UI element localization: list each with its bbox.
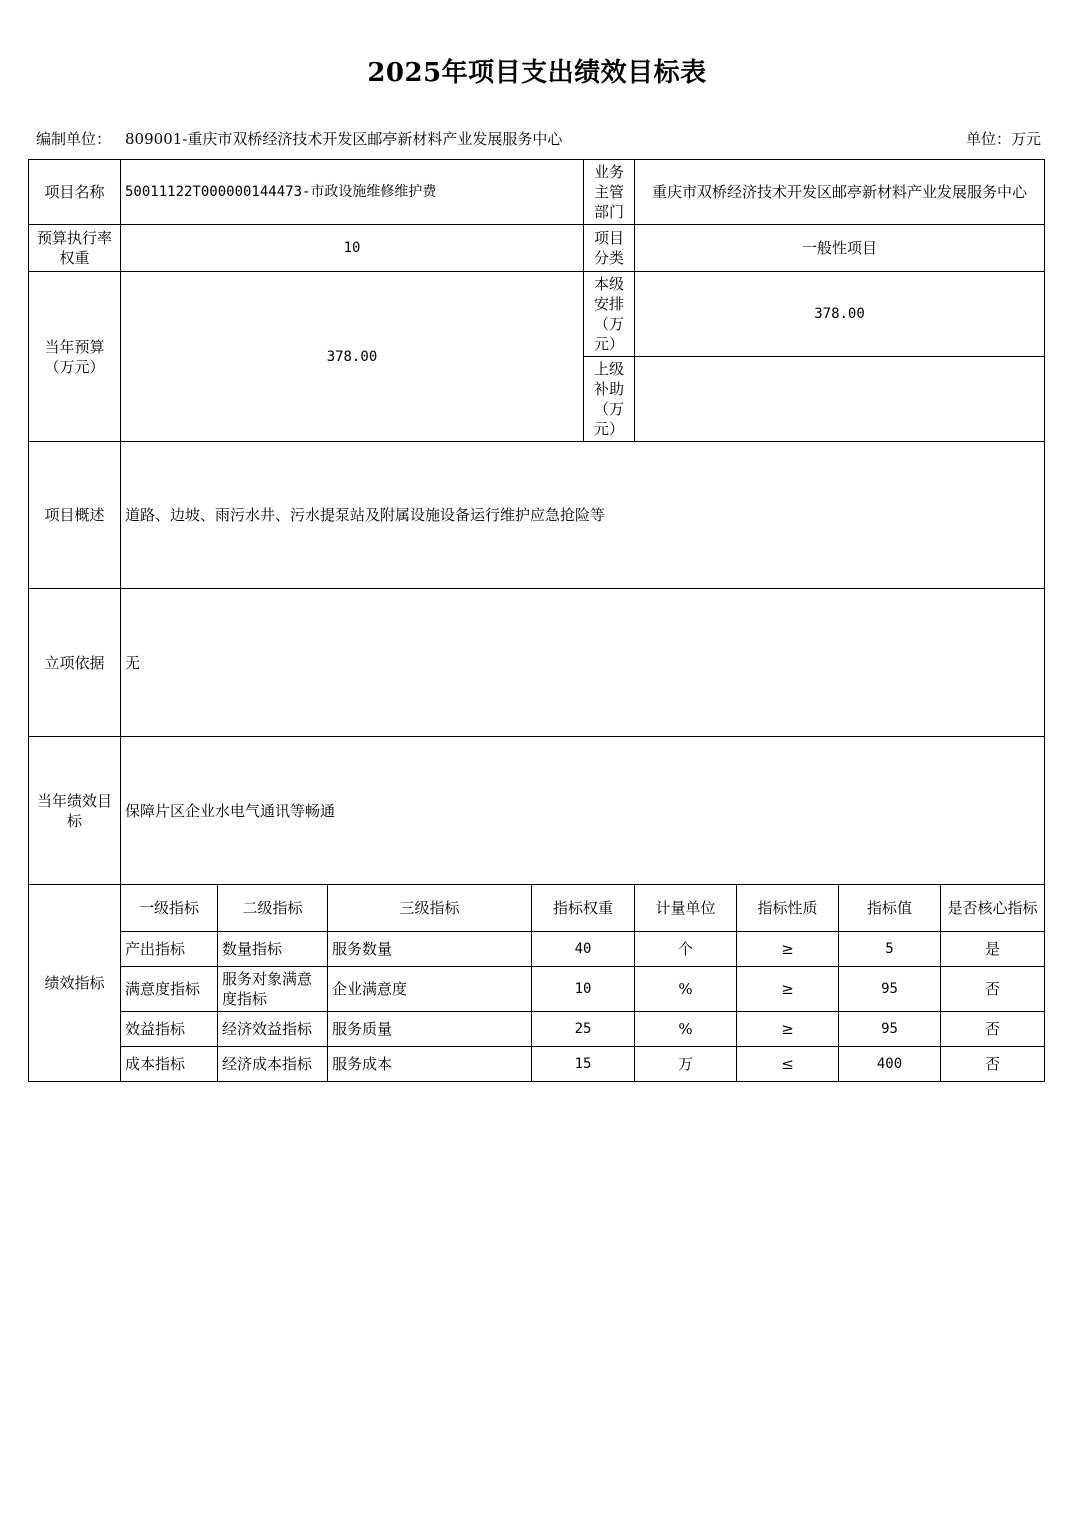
weight-cell: 40: [532, 932, 635, 967]
currency-unit: 单位：万元: [965, 130, 1041, 148]
core-cell: 否: [941, 1047, 1045, 1082]
upper-funding-label: 上级补助（万元）: [584, 357, 635, 442]
header-level2: 二级指标: [218, 885, 328, 932]
header-weight: 指标权重: [532, 885, 635, 932]
budget-value: 378.00: [121, 272, 584, 442]
level3-cell: 服务质量: [328, 1012, 532, 1047]
weight-label: 预算执行率权重: [29, 225, 121, 272]
row-project-name: [29, 160, 1045, 225]
row-overview: [29, 442, 1045, 589]
budget-label: 当年预算（万元）: [29, 272, 121, 442]
basis-value: 无: [121, 589, 1045, 737]
compiling-unit: [36, 128, 562, 149]
header-level3: 三级指标: [328, 885, 532, 932]
level1-cell: 成本指标: [121, 1047, 218, 1082]
level3-cell: 企业满意度: [328, 967, 532, 1012]
core-cell: 是: [941, 932, 1045, 967]
indicators-section-label: 绩效指标: [29, 885, 121, 1082]
category-label: 项目分类: [584, 225, 635, 272]
value-cell: 95: [839, 967, 941, 1012]
dept-value: 重庆市双桥经济技术开发区邮亭新材料产业发展服务中心: [635, 160, 1045, 225]
unit-cell: %: [635, 1012, 737, 1047]
level3-cell: 服务成本: [328, 1047, 532, 1082]
project-name-value: 50011122T000000144473-市政设施维修维护费: [121, 160, 584, 225]
weight-cell: 15: [532, 1047, 635, 1082]
nature-cell: ≥: [737, 967, 839, 1012]
nature-cell: ≤: [737, 1047, 839, 1082]
overview-value: 道路、边坡、雨污水井、污水提泵站及附属设施设备运行维护应急抢险等: [121, 442, 1045, 589]
row-basis: [29, 589, 1045, 737]
compiling-unit-label: 编制单位：: [36, 130, 112, 148]
local-funding-value: 378.00: [635, 272, 1045, 357]
nature-cell: ≥: [737, 1012, 839, 1047]
level1-cell: 效益指标: [121, 1012, 218, 1047]
level1-cell: 产出指标: [121, 932, 218, 967]
weight-cell: 10: [532, 967, 635, 1012]
overview-label: 项目概述: [29, 442, 121, 589]
indicator-header-row: [29, 885, 1045, 932]
header-nature: 指标性质: [737, 885, 839, 932]
level2-cell: 经济成本指标: [218, 1047, 328, 1082]
core-cell: 否: [941, 1012, 1045, 1047]
core-cell: 否: [941, 967, 1045, 1012]
value-cell: 400: [839, 1047, 941, 1082]
row-goal: [29, 737, 1045, 885]
level2-cell: 经济效益指标: [218, 1012, 328, 1047]
table-row: [29, 932, 1045, 967]
header-core: 是否核心指标: [941, 885, 1045, 932]
unit-cell: %: [635, 967, 737, 1012]
table-row: [29, 1012, 1045, 1047]
table-row: [29, 967, 1045, 1012]
weight-cell: 25: [532, 1012, 635, 1047]
basis-label: 立项依据: [29, 589, 121, 737]
unit-cell: 万: [635, 1047, 737, 1082]
level2-cell: 数量指标: [218, 932, 328, 967]
project-name-label: 项目名称: [29, 160, 121, 225]
page-title: 2025年项目支出绩效目标表: [367, 58, 707, 88]
category-value: 一般性项目: [635, 225, 1045, 272]
row-budget: [29, 272, 1045, 357]
level3-cell: 服务数量: [328, 932, 532, 967]
weight-value: 10: [121, 225, 584, 272]
dept-label: 业务主管部门: [584, 160, 635, 225]
table-row: [29, 1047, 1045, 1082]
level1-cell: 满意度指标: [121, 967, 218, 1012]
header-unit: 计量单位: [635, 885, 737, 932]
value-cell: 5: [839, 932, 941, 967]
local-funding-label: 本级安排（万元）: [584, 272, 635, 357]
performance-target-table: [28, 159, 1045, 1082]
value-cell: 95: [839, 1012, 941, 1047]
row-weight: [29, 225, 1045, 272]
header-level1: 一级指标: [121, 885, 218, 932]
level2-cell: 服务对象满意度指标: [218, 967, 328, 1012]
compiling-unit-value: 809001-重庆市双桥经济技术开发区邮亭新材料产业发展服务中心: [125, 130, 563, 148]
unit-cell: 个: [635, 932, 737, 967]
nature-cell: ≥: [737, 932, 839, 967]
goal-value: 保障片区企业水电气通讯等畅通: [121, 737, 1045, 885]
upper-funding-value: [635, 357, 1045, 442]
goal-label: 当年绩效目标: [29, 737, 121, 885]
header-value: 指标值: [839, 885, 941, 932]
